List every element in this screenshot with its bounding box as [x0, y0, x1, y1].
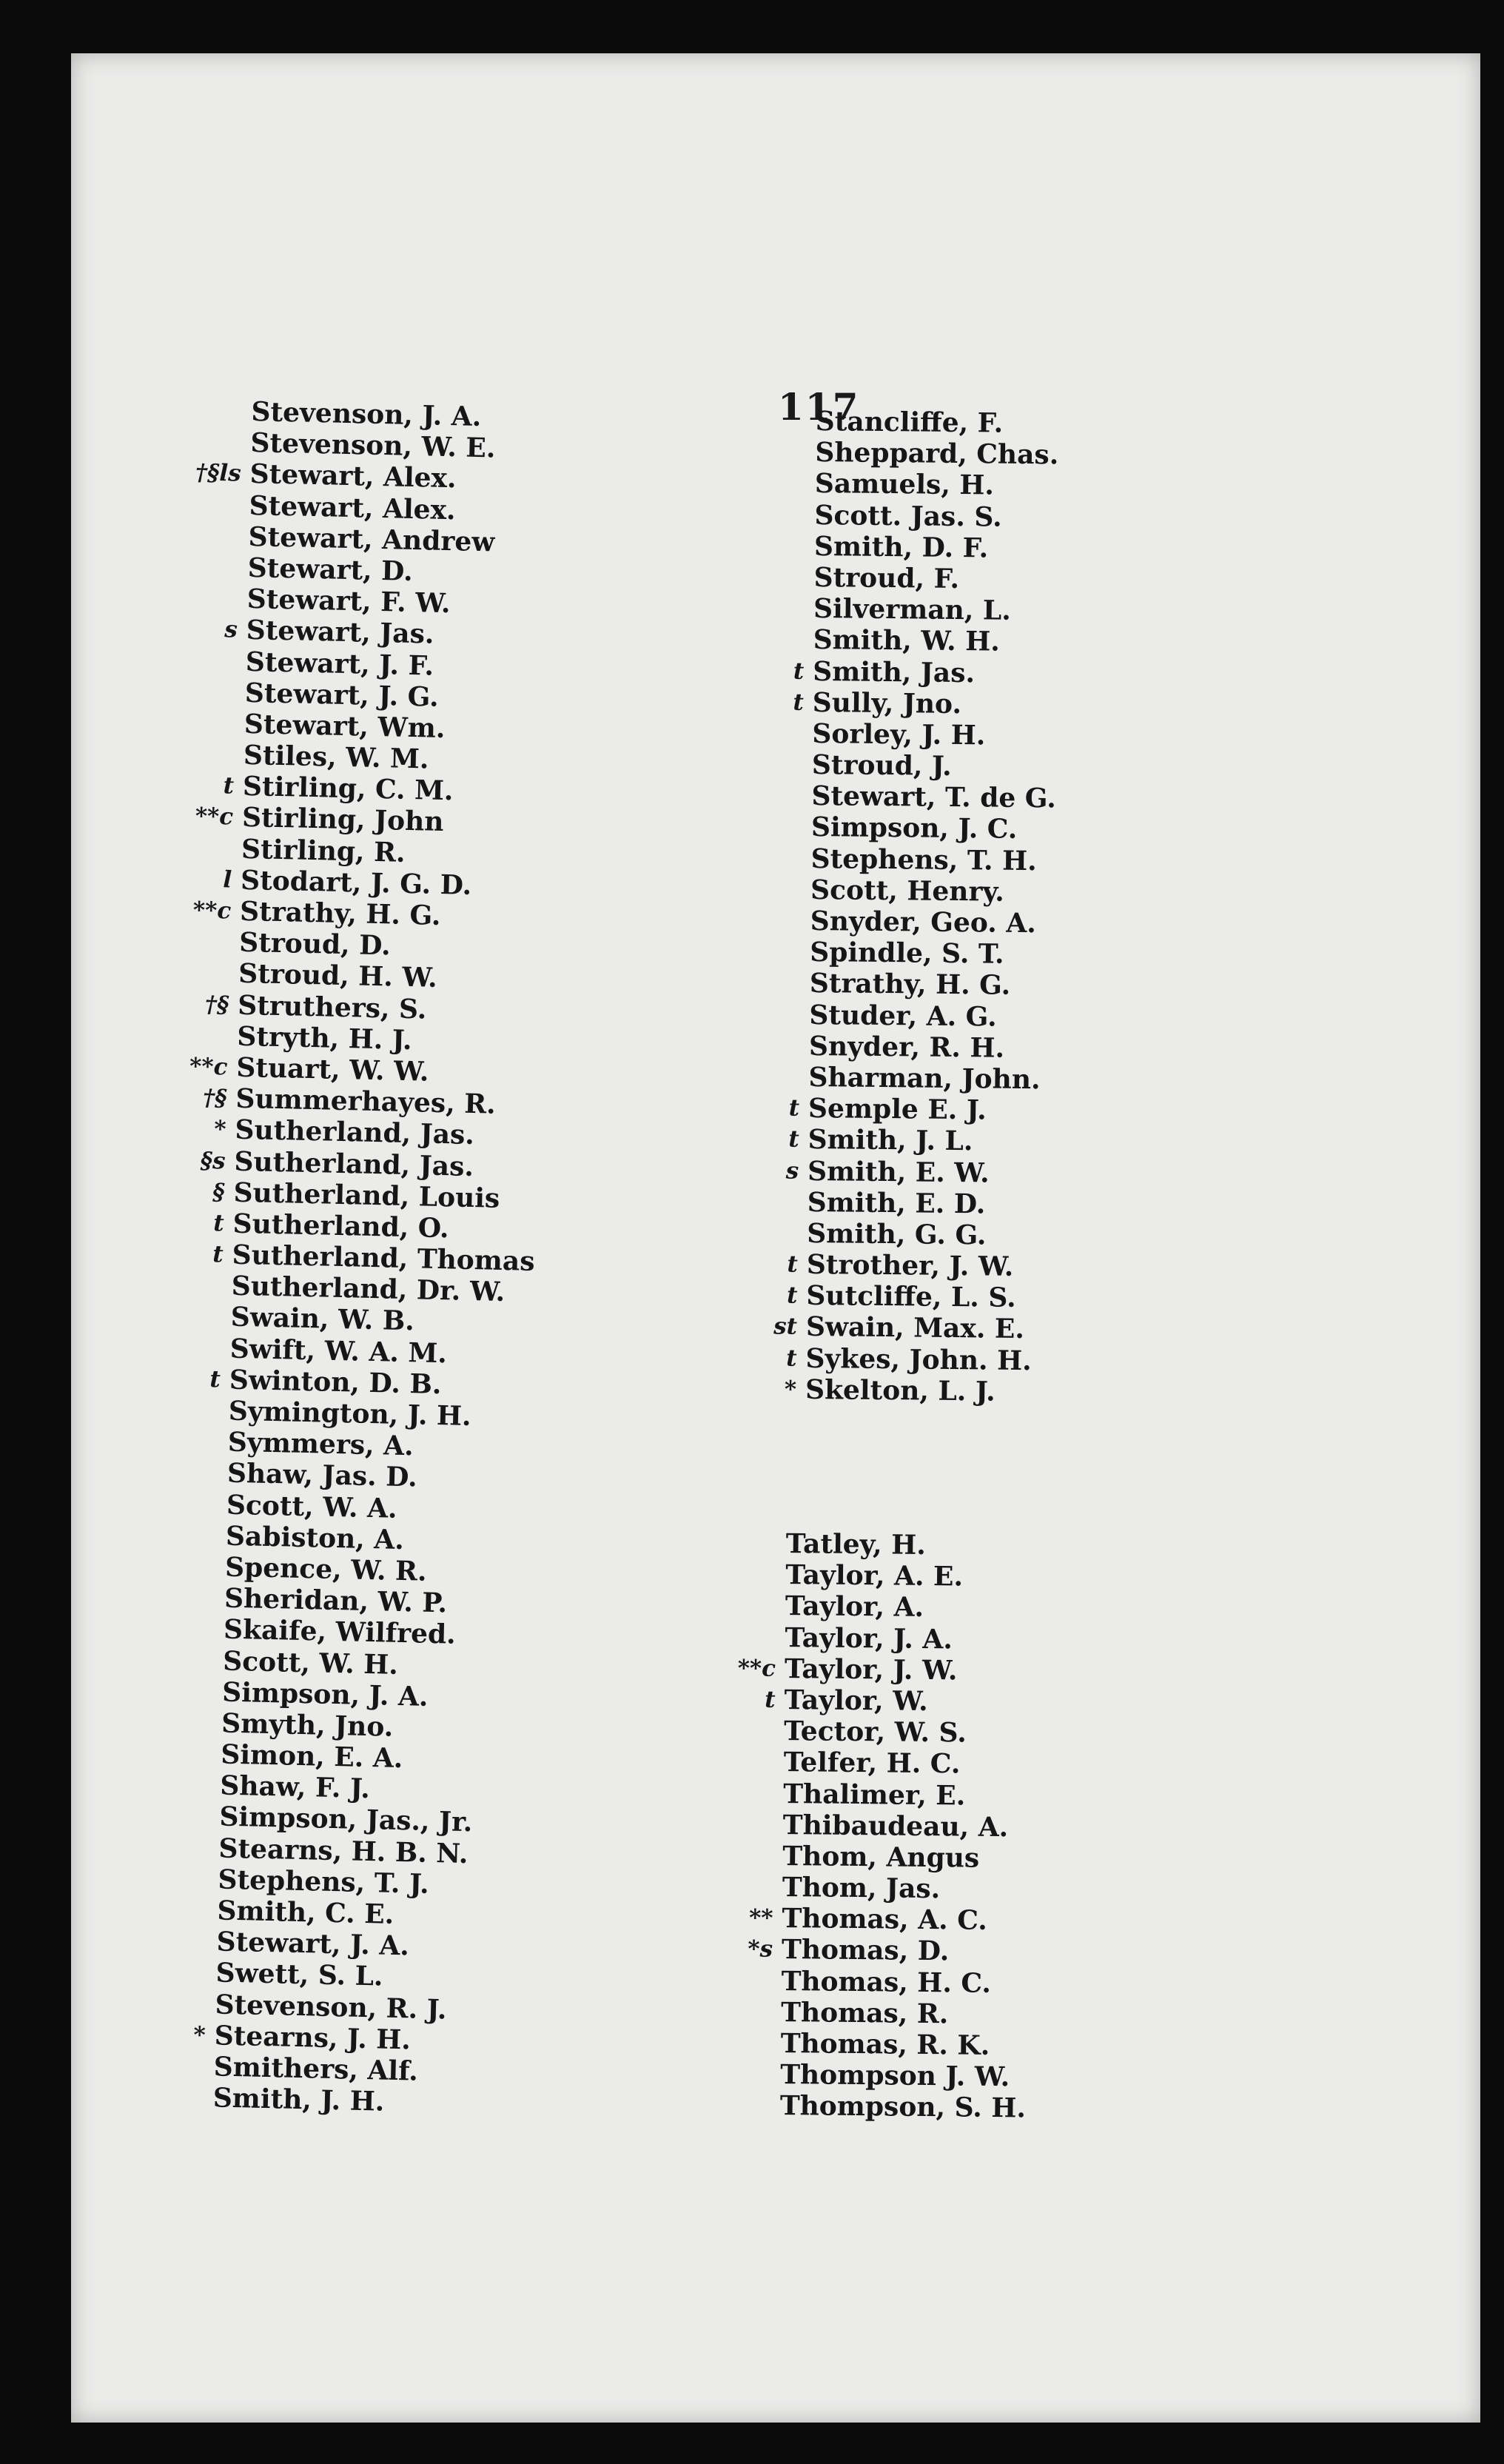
- entry-name: Scott, W. A.: [226, 1489, 398, 1524]
- name-entry: [782, 1841, 1029, 1875]
- entry-mark: †§: [204, 991, 229, 1019]
- entry-mark: s: [224, 616, 238, 643]
- name-entry: [785, 1559, 1032, 1593]
- entry-name: Smyth, Jno.: [221, 1707, 394, 1743]
- entry-name: Stewart, Alex.: [249, 489, 457, 526]
- entry-name: Sheppard, Chas.: [815, 437, 1059, 471]
- entry-name: Symington, J. H.: [228, 1395, 472, 1433]
- entry-name: Tector, W. S.: [783, 1715, 967, 1749]
- entry-name: Thomas, R. K.: [780, 2027, 990, 2061]
- entry-name: Silverman, L.: [813, 593, 1011, 626]
- entry-name: Simpson, Jas., Jr.: [218, 1801, 473, 1838]
- name-entry: [814, 531, 1059, 565]
- left-name-column: [189, 396, 554, 2120]
- entry-name: Stroud, J.: [811, 749, 952, 783]
- name-entry: [810, 968, 1055, 1002]
- name-entry: [807, 1218, 1052, 1252]
- entry-mark: s: [785, 1157, 799, 1185]
- name-entry: [748, 1903, 1028, 1937]
- entry-mark: t: [788, 1094, 800, 1122]
- entry-mark: t: [223, 772, 235, 800]
- name-entry: [810, 874, 1055, 908]
- entry-name: Shaw, Jas. D.: [226, 1458, 418, 1493]
- name-entry: [773, 1311, 1051, 1345]
- entry-name: Stewart, Wm.: [244, 708, 446, 744]
- entry-name: Stephens, T. H.: [810, 843, 1037, 877]
- entry-name: Smith, J. H.: [212, 2082, 385, 2118]
- entry-name: Telfer, H. C.: [783, 1747, 961, 1780]
- entry-mark: †§ls: [195, 459, 242, 488]
- name-entry: [783, 1810, 1030, 1844]
- entry-mark: *: [784, 1376, 797, 1403]
- entry-name: Stearns, H. B. N.: [218, 1832, 469, 1869]
- entry-name: Spence, W. R.: [224, 1551, 428, 1587]
- entry-mark: *s: [748, 1935, 773, 1964]
- entry-name: Skaife, Wilfred.: [223, 1613, 457, 1650]
- name-entry: [812, 749, 1057, 783]
- entry-name: Spindle, S. T.: [810, 937, 1004, 970]
- entry-mark: **: [748, 1904, 773, 1932]
- entry-name: Taylor, J. W.: [784, 1653, 958, 1687]
- entry-name: Thompson J. W.: [780, 2059, 1010, 2093]
- entry-name: Smith, J. L.: [808, 1124, 973, 1157]
- entry-name: Stewart, F. W.: [246, 583, 451, 620]
- entry-name: Simpson, J. C.: [810, 811, 1018, 846]
- entry-name: Sutherland, Louis: [233, 1176, 500, 1214]
- entry-name: Strathy, H. G.: [239, 895, 441, 931]
- entry-name: Scott. Jas. S.: [814, 499, 1002, 533]
- entry-name: Shaw, F. J.: [219, 1770, 371, 1805]
- entry-name: Stewart, Jas.: [246, 615, 434, 650]
- entry-name: Sully, Jno.: [812, 686, 962, 720]
- entry-name: Stiles, W. M.: [243, 739, 429, 775]
- entry-name: Tatley, H.: [785, 1528, 926, 1561]
- entry-name: Swain, Max. E.: [805, 1311, 1025, 1345]
- entry-mark: t: [786, 1345, 797, 1372]
- name-entry: [793, 655, 1058, 689]
- entry-name: Sutcliffe, L. S.: [806, 1280, 1016, 1314]
- right-name-column-t: [737, 1528, 1032, 2124]
- name-entry: [814, 500, 1059, 534]
- entry-mark: t: [212, 1209, 225, 1237]
- entry-name: Sheridan, W. P.: [224, 1582, 448, 1619]
- entry-name: Summerhayes, R.: [235, 1082, 497, 1120]
- name-entry: [785, 1590, 1032, 1624]
- entry-name: Stirling, John: [241, 802, 444, 838]
- entry-name: Simpson, J. A.: [221, 1676, 429, 1713]
- entry-mark: t: [786, 1282, 798, 1310]
- entry-name: Strother, J. W.: [806, 1249, 1014, 1282]
- entry-name: Swinton, D. B.: [229, 1364, 442, 1400]
- name-entry: [811, 780, 1056, 814]
- entry-mark: t: [793, 657, 805, 685]
- entry-mark: l: [222, 866, 232, 894]
- name-entry: [809, 1031, 1054, 1065]
- entry-name: Sutherland, O.: [232, 1208, 450, 1245]
- entry-name: Samuels, H.: [814, 468, 995, 501]
- entry-name: Taylor, J. A.: [785, 1621, 953, 1655]
- entry-name: Sabiston, A.: [225, 1520, 405, 1556]
- entry-name: Stewart, J. G.: [244, 677, 440, 713]
- entry-name: Snyder, Geo. A.: [810, 905, 1037, 940]
- entry-name: Stirling, C. M.: [242, 771, 454, 807]
- entry-name: Stewart, Andrew: [248, 520, 495, 558]
- name-entry: [815, 437, 1060, 471]
- entry-name: Thom, Jas.: [782, 1872, 941, 1905]
- entry-mark: t: [788, 1125, 799, 1154]
- entry-mark: t: [209, 1365, 221, 1393]
- entry-name: Swift, W. A. M.: [229, 1333, 448, 1369]
- name-entry: [808, 1187, 1053, 1221]
- entry-name: Scott, Henry.: [810, 874, 1004, 908]
- entry-name: Stevenson, W. E.: [250, 427, 496, 464]
- entry-name: Stancliffe, F.: [815, 406, 1004, 439]
- entry-name: Thomas, R.: [780, 1996, 949, 2030]
- name-entry: [781, 1997, 1027, 2031]
- entry-name: Smith, Jas.: [813, 655, 976, 689]
- name-entry: [788, 1093, 1053, 1127]
- entry-mark: **c: [737, 1655, 776, 1682]
- name-entry: [780, 2059, 1027, 2093]
- entry-name: Snyder, R. H.: [808, 1030, 1005, 1064]
- name-entry: [784, 1715, 1030, 1750]
- entry-name: Smith, E. D.: [807, 1186, 986, 1220]
- entry-name: Sorley, J. H.: [812, 717, 986, 751]
- name-entry: [812, 718, 1057, 752]
- entry-name: Swett, S. L.: [215, 1957, 383, 1992]
- entry-mark: **c: [189, 1053, 228, 1081]
- entry-name: Thomas, A. C.: [782, 1903, 987, 1937]
- entry-name: Struthers, S.: [237, 989, 427, 1025]
- name-entry: [780, 2028, 1027, 2062]
- entry-name: Smith, W. H.: [813, 624, 1000, 657]
- entry-name: Stephens, T. J.: [218, 1864, 430, 1900]
- entry-name: Stuart, W. W.: [235, 1051, 429, 1088]
- entry-name: Stewart, T. de G.: [811, 780, 1057, 814]
- name-entry: [810, 843, 1055, 877]
- entry-mark: §: [212, 1178, 226, 1206]
- entry-mark: *: [213, 1116, 226, 1143]
- entry-name: Studer, A. G.: [809, 999, 997, 1033]
- entry-name: Stirling, R.: [241, 833, 406, 868]
- entry-mark: st: [773, 1313, 798, 1341]
- entry-name: Stewart, J. A.: [216, 1926, 410, 1962]
- name-entry: [811, 811, 1056, 846]
- entry-name: Stewart, Alex.: [249, 458, 457, 495]
- entry-name: Thalimer, E.: [783, 1778, 966, 1812]
- name-entry: [816, 406, 1061, 440]
- name-entry: [808, 1062, 1053, 1096]
- entry-name: Taylor, A. E.: [785, 1559, 964, 1593]
- name-entry: [737, 1653, 1031, 1687]
- entry-mark: **c: [195, 803, 234, 831]
- entry-mark: *: [193, 2021, 207, 2049]
- entry-name: Thibaudeau, A.: [782, 1809, 1009, 1843]
- name-entry: [786, 1342, 1050, 1377]
- name-entry: [787, 1249, 1052, 1283]
- name-entry: [813, 593, 1058, 627]
- entry-name: Sykes, John. H.: [805, 1342, 1032, 1376]
- name-entry: [815, 468, 1060, 502]
- entry-name: Semple E. J.: [808, 1093, 987, 1126]
- entry-name: Thompson, S. H.: [779, 2090, 1027, 2124]
- entry-name: Sutherland, Dr. W.: [231, 1270, 506, 1308]
- entry-name: Strathy, H. G.: [809, 968, 1011, 1002]
- name-entry: [793, 686, 1058, 721]
- entry-name: Stroud, H. W.: [238, 958, 438, 994]
- page-number: 117: [778, 385, 860, 429]
- entry-name: Stevenson, R. J.: [215, 1989, 447, 2026]
- name-entry: [813, 562, 1058, 596]
- name-entry: [782, 1872, 1029, 1906]
- entry-name: Stroud, D.: [238, 927, 392, 962]
- name-entry: [786, 1528, 1033, 1562]
- entry-name: Stryth, H. J.: [236, 1020, 413, 1056]
- entry-mark: t: [787, 1251, 799, 1278]
- entry-mark: t: [212, 1241, 224, 1268]
- entry-name: Stroud, F.: [813, 561, 960, 595]
- name-entry: [786, 1280, 1051, 1314]
- entry-name: Thom, Angus: [782, 1840, 980, 1874]
- entry-name: Smith, D. F.: [813, 530, 989, 564]
- name-entry: [784, 1373, 1050, 1408]
- name-entry: [783, 1747, 1030, 1781]
- name-entry: [780, 2090, 1027, 2124]
- entry-name: Thomas, D.: [781, 1934, 950, 1967]
- entry-name: Smithers, Alf.: [213, 2051, 419, 2087]
- name-entry: [765, 1684, 1030, 1718]
- entry-name: Smith, E. W.: [807, 1155, 990, 1189]
- name-entry: [788, 1124, 1053, 1158]
- entry-name: Smith, C. E.: [217, 1895, 395, 1930]
- name-entry: [809, 1000, 1054, 1034]
- entry-name: Taylor, W.: [784, 1684, 928, 1717]
- entry-mark: t: [765, 1686, 776, 1713]
- name-entry: [748, 1934, 1028, 1968]
- entry-mark: §s: [200, 1147, 226, 1174]
- entry-name: Stewart, D.: [247, 552, 414, 587]
- entry-name: Sutherland, Jas.: [234, 1145, 474, 1182]
- name-entry: [810, 937, 1055, 971]
- name-entry: [813, 624, 1058, 658]
- entry-name: Stewart, J. F.: [245, 646, 434, 682]
- entry-name: Sharman, John.: [808, 1061, 1041, 1096]
- entry-name: Thomas, H. C.: [781, 1965, 992, 1999]
- name-entry: [785, 1155, 1053, 1189]
- entry-name: Swain, W. B.: [230, 1302, 415, 1337]
- entry-mark: **c: [192, 897, 232, 925]
- entry-name: Sutherland, Thomas: [232, 1239, 535, 1278]
- entry-name: Skelton, L. J.: [805, 1373, 996, 1407]
- name-entry: [785, 1622, 1031, 1656]
- entry-name: Stodart, J. G. D.: [240, 864, 472, 901]
- name-entry: [781, 1966, 1027, 2000]
- entry-name: Sutherland, Jas.: [235, 1114, 475, 1151]
- entry-name: Symmers, A.: [227, 1426, 414, 1462]
- entry-name: Scott, W. H.: [222, 1645, 399, 1681]
- entry-name: Simon, E. A.: [220, 1738, 403, 1775]
- entry-mark: t: [793, 689, 804, 716]
- name-entry: [810, 905, 1055, 940]
- entry-mark: †§: [202, 1084, 227, 1112]
- name-entry: [783, 1778, 1030, 1812]
- entry-name: Smith, G. G.: [807, 1217, 987, 1251]
- entry-name: Stearns, J. H.: [214, 2020, 412, 2056]
- entry-name: Stevenson, J. A.: [251, 396, 482, 433]
- entry-name: Taylor, A.: [785, 1590, 924, 1624]
